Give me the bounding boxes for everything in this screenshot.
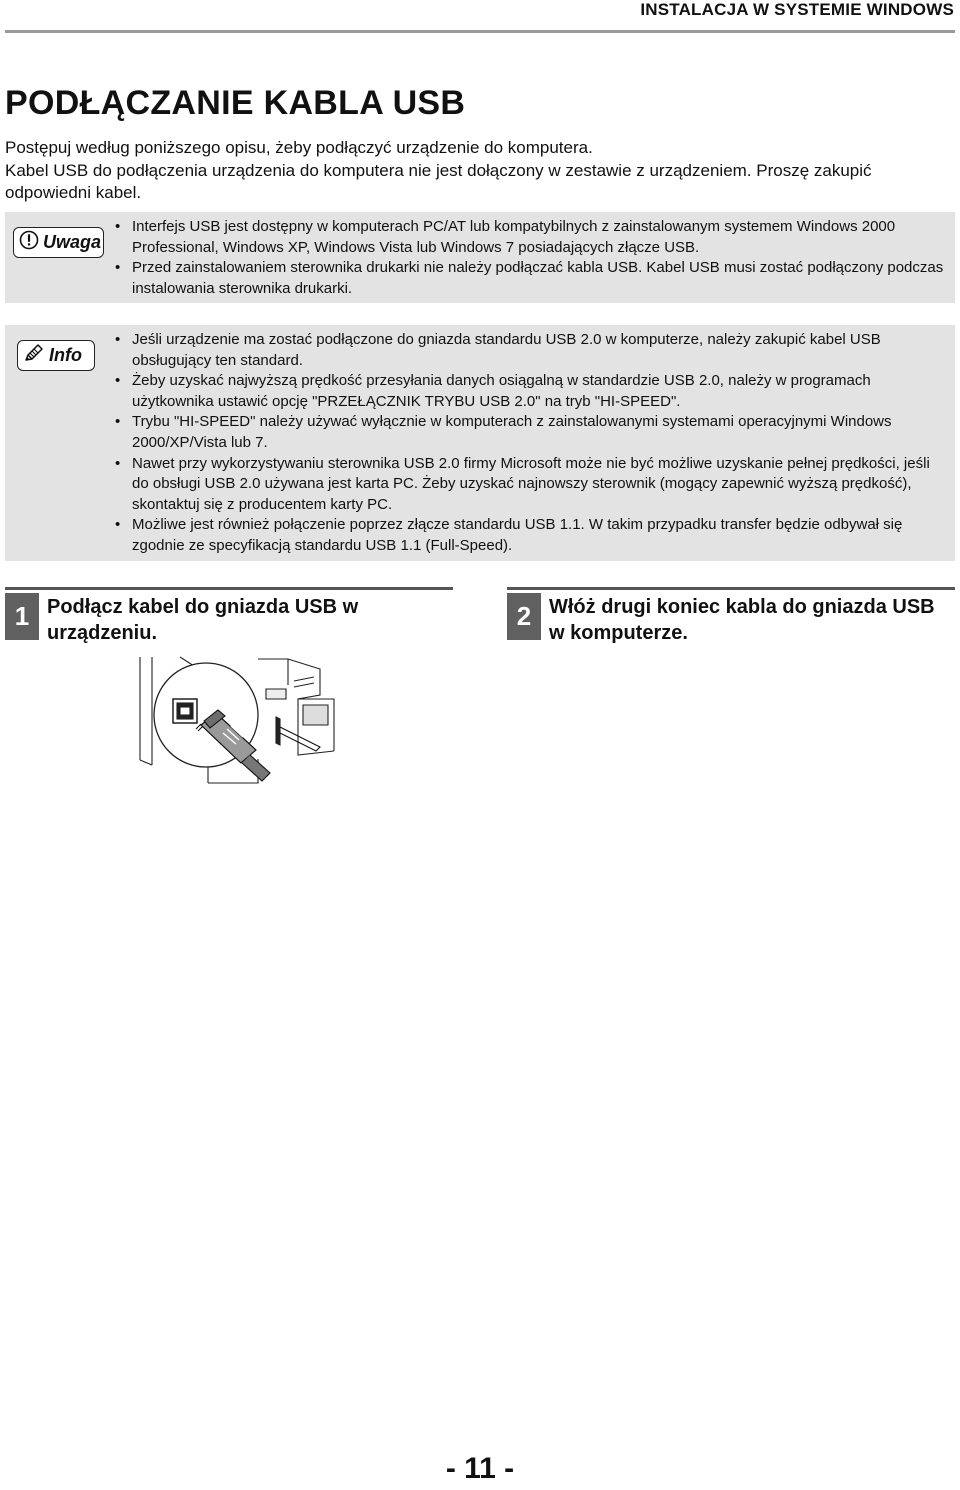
usb-connection-illustration (138, 655, 338, 795)
info-item: • Możliwe jest również połączenie poprzez złącze standardu USB 1.1. W takim przypadku transfer będzie odbywał się zgodnie ze specyfikacją standardu USB 1.1 (Full-Speed). (113, 515, 947, 556)
info-item: • Nawet przy wykorzystywaniu sterownika USB 2.0 firmy Microsoft może nie być możliwe uzyskanie pełnej prędkości, jeśli do obsługi USB 2.0 używana jest karta PC. Żeby uzyskać najnowszy sterownik (mogący zapewnić wyższą prędkość), skontaktuj się z producentem karty PC. (113, 454, 947, 516)
step-number-badge: 1 (5, 593, 39, 640)
info-item: • Trybu "HI-SPEED" należy używać wyłącznie w komputerach z zainstalowanymi systemami operacyjnymi Windows 2000/XP/Vista lub 7. (113, 412, 947, 453)
exclamation-circle-icon (19, 230, 39, 255)
info-badge (17, 340, 95, 371)
page-title: PODŁĄCZANIE KABLA USB (5, 84, 466, 122)
step-instruction: Włóż drugi koniec kabla do gniazda USB w komputerze. (549, 596, 935, 644)
pencil-icon (23, 343, 45, 368)
uwaga-label: Uwaga (43, 232, 102, 252)
info-item: • Żeby uzyskać najwyższą prędkość przesyłania danych osiągalną w standardzie USB 2.0, należy w programach użytkownika ustawić opcję "PRZEŁĄCZNIK TRYBU USB 2.0" na tryb "HI-SPEED". (113, 371, 947, 412)
step-divider (507, 587, 955, 590)
info-list (113, 330, 947, 557)
info-item: • Jeśli urządzenie ma zostać podłączone do gniazda standardu USB 2.0 w komputerze, należy zakupić kabel USB obsługujący ten standard. (113, 330, 947, 371)
info-label: Info (49, 345, 82, 365)
intro-text (5, 137, 955, 205)
uwaga-list (113, 217, 947, 299)
uwaga-item: • Interfejs USB jest dostępny w komputerach PC/AT lub kompatybilnych z zainstalowanym systemem Windows 2000 Professional, Windows XP, Windows Vista lub Windows 7 posiadających złącze USB. (113, 217, 947, 258)
uwaga-note-box (5, 212, 955, 303)
intro-line-2: Kabel USB do podłączenia urządzenia do komputera nie jest dołączony w zestawie z urządzeniem. Proszę zakupić odpowiedni kabel. (5, 160, 872, 202)
header-divider (5, 30, 955, 33)
step-instruction: Podłącz kabel do gniazda USB w urządzeniu. (47, 596, 359, 644)
step-number-badge: 2 (507, 593, 541, 640)
step-2 (507, 587, 955, 644)
uwaga-badge (13, 227, 104, 258)
step-divider (5, 587, 453, 590)
uwaga-item: • Przed zainstalowaniem sterownika drukarki nie należy podłączać kabla USB. Kabel USB musi zostać podłączony podczas instalowania sterownika drukarki. (113, 258, 947, 299)
step-1 (5, 587, 453, 644)
info-note-box (5, 325, 955, 561)
page-number: - 11 - (445, 1452, 515, 1485)
header-section-title: INSTALACJA W SYSTEMIE WINDOWS (640, 0, 954, 19)
intro-line-1: Postępuj według poniższego opisu, żeby podłączyć urządzenie do komputera. (5, 138, 593, 157)
